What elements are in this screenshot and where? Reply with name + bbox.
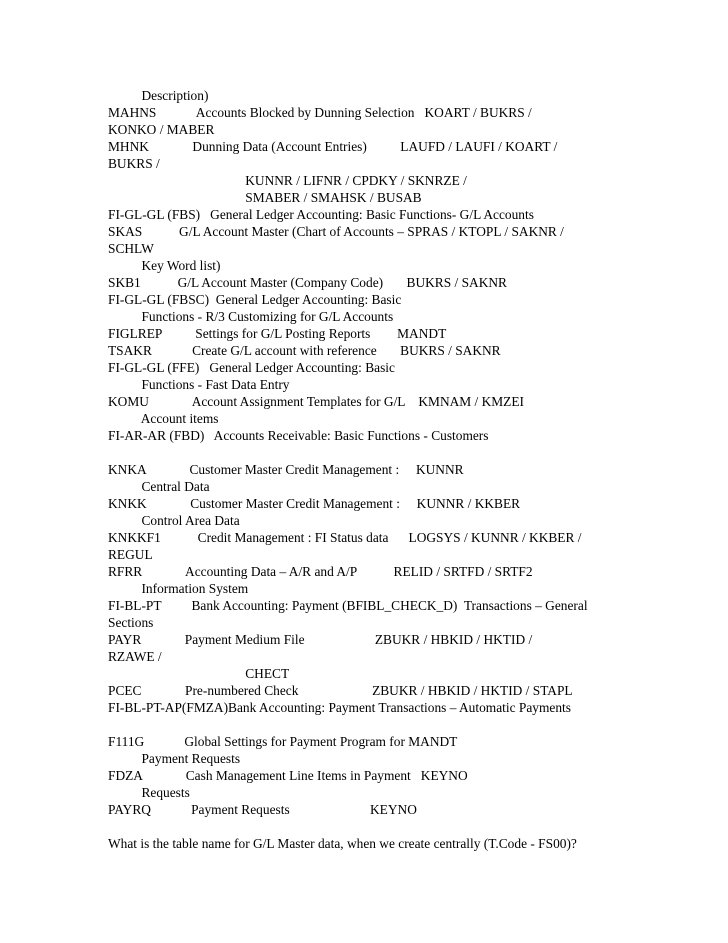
- text-line: Key Word list): [108, 258, 221, 273]
- text-line: FI-AR-AR (FBD) Accounts Receivable: Basic Functions - Customers: [108, 428, 489, 443]
- text-line: RFRR Accounting Data – A/R and A/P RELID / SRTFD / SRTF2: [108, 564, 533, 579]
- text-line: Payment Requests: [108, 751, 241, 766]
- text-line: FI-GL-GL (FBSC) General Ledger Accounting: Basic: [108, 292, 402, 307]
- text-line: FI-GL-GL (FFE) General Ledger Accounting: Basic: [108, 360, 395, 375]
- text-line: FI-BL-PT Bank Accounting: Payment (BFIBL_CHECK_D) Transactions – General: [108, 598, 588, 613]
- text-line: Central Data: [108, 479, 210, 494]
- text-line: REGUL: [108, 547, 153, 562]
- text-line: KOMU Account Assignment Templates for G/L KMNAM / KMZEI: [108, 394, 524, 409]
- text-line: KUNNR / LIFNR / CPDKY / SKNRZE /: [108, 173, 467, 188]
- question-line: What is the table name for G/L Master data, when we create centrally (T.Code - FS00)?: [108, 836, 577, 851]
- text-line: PAYRQ Payment Requests KEYNO: [108, 802, 417, 817]
- text-line: KNKK Customer Master Credit Management : KUNNR / KKBER: [108, 496, 521, 511]
- text-line: PCEC Pre-numbered Check ZBUKR / HBKID / HKTID / STAPL: [108, 683, 573, 698]
- text-line: Functions - R/3 Customizing for G/L Accounts: [108, 309, 394, 324]
- text-line: FDZA Cash Management Line Items in Payment KEYNO: [108, 768, 468, 783]
- text-line: CHECT: [108, 666, 290, 681]
- text-line: SCHLW: [108, 241, 154, 256]
- text-line: SMABER / SMAHSK / BUSAB: [108, 190, 422, 205]
- text-line: KONKO / MABER: [108, 122, 215, 137]
- text-line: Functions - Fast Data Entry: [108, 377, 290, 392]
- text-line: SKB1 G/L Account Master (Company Code) BUKRS / SAKNR: [108, 275, 507, 290]
- text-line: SKAS G/L Account Master (Chart of Accounts – SPRAS / KTOPL / SAKNR /: [108, 224, 564, 239]
- text-line: FI-BL-PT-AP(FMZA)Bank Accounting: Payment Transactions – Automatic Payments: [108, 700, 571, 715]
- text-line: PAYR Payment Medium File ZBUKR / HBKID / HKTID /: [108, 632, 533, 647]
- text-line: Sections: [108, 615, 154, 630]
- text-line: MHNK Dunning Data (Account Entries) LAUFD / LAUFI / KOART /: [108, 139, 558, 154]
- text-line: RZAWE /: [108, 649, 162, 664]
- text-line: BUKRS /: [108, 156, 160, 171]
- text-line: KNKA Customer Master Credit Management : KUNNR: [108, 462, 464, 477]
- text-line: Control Area Data: [108, 513, 240, 528]
- text-line: Account items: [108, 411, 219, 426]
- text-line: Requests: [108, 785, 190, 800]
- text-line: Description): [108, 88, 209, 103]
- text-line: F111G Global Settings for Payment Program for MANDT: [108, 734, 458, 749]
- text-line: Information System: [108, 581, 249, 596]
- text-line: FIGLREP Settings for G/L Posting Reports MANDT: [108, 326, 447, 341]
- text-line: TSAKR Create G/L account with reference BUKRS / SAKNR: [108, 343, 501, 358]
- text-line: FI-GL-GL (FBS) General Ledger Accounting: Basic Functions- G/L Accounts: [108, 207, 534, 222]
- text-line: KNKKF1 Credit Management : FI Status data LOGSYS / KUNNR / KKBER /: [108, 530, 582, 545]
- text-line: MAHNS Accounts Blocked by Dunning Selection KOART / BUKRS /: [108, 105, 532, 120]
